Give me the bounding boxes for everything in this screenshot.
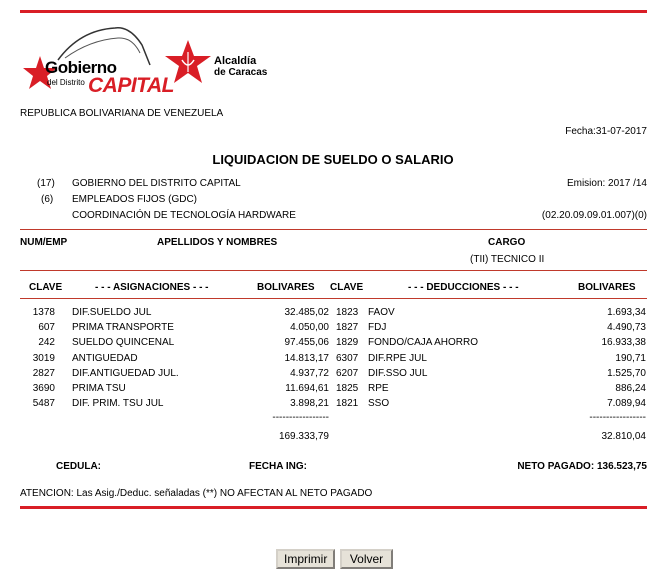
asig-desc: PRIMA TSU [72,383,126,394]
col-asignaciones: - - - ASIGNACIONES - - - [95,282,209,293]
deduc-desc: DIF.SSO JUL [368,367,428,379]
asig-clave: 3019 [32,352,55,364]
deduc-desc: FAOV [368,307,395,318]
asig-desc: SUELDO QUINCENAL [72,337,175,349]
deduc-desc: FONDO/CAJA AHORRO [368,337,479,349]
deduc-clave: 1829 [336,337,359,349]
alcaldia-text-1: Alcaldía [214,55,257,67]
col-clave-right: CLAVE [330,282,364,293]
deduc-desc: DIF.RPE JUL [368,352,427,364]
deduc-clave: 1823 [336,307,359,318]
col-bolivares-left: BOLIVARES [257,282,315,293]
gobierno-text-1: Gobierno [45,58,117,77]
neto-pagado: NETO PAGADO: 136.523,75 [517,461,647,472]
fecha: Fecha:31-07-2017 [565,126,647,137]
num-emp-label: NUM/EMP [20,237,68,248]
deduc-clave: 1821 [336,398,359,410]
cargo-value: (TII) TECNICO II [470,254,545,265]
asig-desc: DIF.ANTIGUEDAD JUL. [72,367,179,379]
col-clave-left: CLAVE [29,282,63,293]
deduc-clave: 6207 [336,367,359,379]
republic-label: REPUBLICA BOLIVARIANA DE VENEZUELA [20,108,224,119]
divider [20,229,647,230]
asig-monto: 14.813,17 [284,352,329,364]
org-code-1: (17) [37,178,55,189]
asig-monto: 97.455,06 [284,337,329,349]
alcaldia-text-2: de Caracas [214,67,268,78]
asig-monto: 4.050,00 [290,322,329,334]
page-title: LIQUIDACION DE SUELDO O SALARIO [212,152,454,167]
asig-desc: ANTIGUEDAD [72,352,138,364]
col-bolivares-right: BOLIVARES [578,282,636,293]
emision: Emision: 2017 /14 [566,178,647,189]
asig-clave: 5487 [32,398,55,410]
asig-clave: 3690 [32,383,55,394]
org-name-2: EMPLEADOS FIJOS (GDC) [72,194,198,205]
bottom-red-bar [20,506,647,509]
col-deducciones: - - - DEDUCCIONES - - - [408,282,519,293]
asig-monto: 4.937,72 [290,367,329,379]
deduc-monto: 190,71 [615,352,646,364]
alcaldia-logo [164,38,212,90]
atencion-note: ATENCION: Las Asig./Deduc. señaladas (**) NO AFECTAN AL NETO PAGADO [20,488,373,499]
asig-desc: DIF. PRIM. TSU JUL [72,398,164,410]
asig-clave: 607 [38,322,55,334]
org-code-2: (6) [41,194,54,205]
deduc-monto: 886,24 [615,383,646,394]
gobierno-text-3: CAPITAL [88,74,174,97]
deduc-desc: FDJ [368,322,387,334]
deduc-clave: 6307 [336,352,359,364]
deduc-monto: 16.933,38 [601,337,646,349]
deduc-desc: SSO [368,398,390,410]
deduc-clave: 1827 [336,322,359,334]
asig-desc: DIF.SUELDO JUL [72,307,152,318]
asig-desc: PRIMA TRANSPORTE [72,322,174,334]
deduc-clave: 1825 [336,383,359,394]
deduc-monto: 1.525,70 [607,367,646,379]
total-deducciones: 32.810,04 [601,431,646,442]
asig-monto: 3.898,21 [290,398,329,410]
asig-clave: 242 [38,337,55,349]
asig-clave: 2827 [32,367,55,379]
print-button[interactable]: Imprimir [276,549,335,569]
divider [20,270,647,271]
asig-monto: 11.694,61 [285,383,329,394]
back-button[interactable]: Volver [340,549,393,569]
asig-clave: 1378 [32,307,55,318]
deduc-monto: 4.490,73 [607,322,646,334]
org-name-1: GOBIERNO DEL DISTRITO CAPITAL [72,178,241,189]
total-asignaciones: 169.333,79 [278,431,329,442]
deduc-desc: RPE [368,383,389,394]
divider [20,298,647,299]
deduc-monto: 1.693,34 [607,307,646,318]
names-label: APELLIDOS Y NOMBRES [157,237,278,248]
fecha-ing-label: FECHA ING: [249,461,307,472]
sep-left: ----------------- [272,412,329,423]
cargo-label: CARGO [488,237,526,248]
deduc-monto: 7.089,94 [607,398,646,410]
cedula-label: CEDULA: [56,461,101,472]
asig-monto: 32.485,02 [284,307,329,318]
sep-right: ----------------- [589,412,646,423]
org-name-3: COORDINACIÓN DE TECNOLOGÍA HARDWARE [72,210,296,221]
account-code: (02.20.09.09.01.007)(0) [541,210,647,221]
gobierno-text-2: del Distrito [47,78,85,87]
top-red-bar [20,10,647,13]
